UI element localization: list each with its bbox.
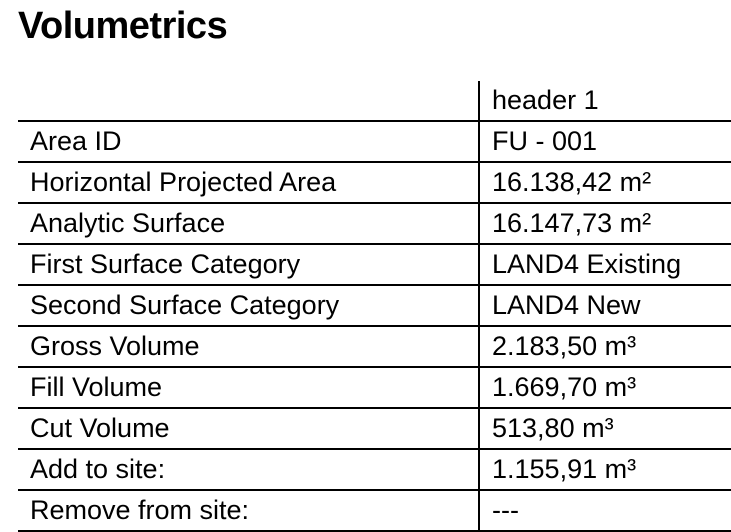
table-row bbox=[18, 244, 731, 285]
table-row bbox=[18, 490, 731, 531]
row-label: Add to site: bbox=[18, 449, 479, 490]
table-row bbox=[18, 408, 731, 449]
row-value: 1.669,70 m³ bbox=[479, 367, 731, 408]
row-label: First Surface Category bbox=[18, 244, 479, 285]
table-header-label-cell bbox=[18, 81, 479, 121]
row-label: Fill Volume bbox=[18, 367, 479, 408]
row-label: Remove from site: bbox=[18, 490, 479, 531]
table-header-value-cell: header 1 bbox=[492, 85, 599, 115]
table-row bbox=[18, 162, 731, 203]
volumetrics-table bbox=[18, 81, 731, 532]
row-label: Second Surface Category bbox=[18, 285, 479, 326]
row-label: Area ID bbox=[18, 121, 479, 162]
row-value: FU - 001 bbox=[479, 121, 731, 162]
table-row bbox=[18, 203, 731, 244]
row-value: 16.138,42 m² bbox=[479, 162, 731, 203]
page-title: Volumetrics bbox=[18, 5, 228, 47]
table-row bbox=[18, 367, 731, 408]
row-value: --- bbox=[479, 490, 731, 531]
volumetrics-table-container bbox=[18, 81, 718, 532]
table-row bbox=[18, 121, 731, 162]
row-value: 2.183,50 m³ bbox=[479, 326, 731, 367]
row-label: Analytic Surface bbox=[18, 203, 479, 244]
document-page bbox=[0, 6, 731, 525]
row-value: 16.147,73 m² bbox=[479, 203, 731, 244]
table-header-row bbox=[18, 81, 731, 121]
row-value: 513,80 m³ bbox=[479, 408, 731, 449]
table-row bbox=[18, 449, 731, 490]
row-value: LAND4 New bbox=[479, 285, 731, 326]
row-value: LAND4 Existing bbox=[479, 244, 731, 285]
row-label: Gross Volume bbox=[18, 326, 479, 367]
table-body bbox=[18, 81, 731, 531]
row-label: Horizontal Projected Area bbox=[18, 162, 479, 203]
row-value: 1.155,91 m³ bbox=[479, 449, 731, 490]
table-row bbox=[18, 285, 731, 326]
table-row bbox=[18, 326, 731, 367]
row-label: Cut Volume bbox=[18, 408, 479, 449]
